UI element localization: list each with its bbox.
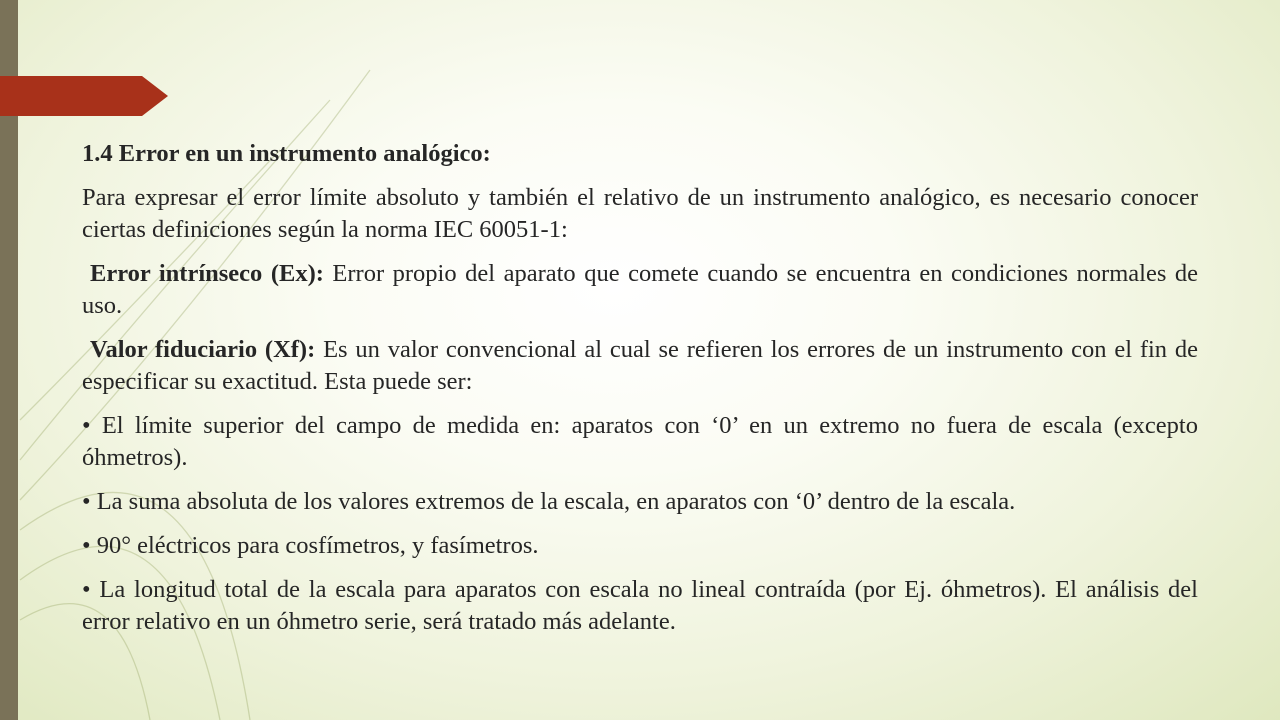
definition-term: Valor fiduciario (Xf): [90, 336, 316, 363]
bullet-item: • La longitud total de la escala para aparatos con escala no lineal contraída (por Ej. óhmetros). El análisis del error relativo en un óhmetro serie, será tratado más adelante. [82, 576, 1198, 635]
accent-arrow-tab [0, 76, 168, 116]
intro-paragraph: Para expresar el error límite absoluto y también el relativo de un instrumento analógico, es necesario conocer ciertas definiciones según la norma IEC 60051-1: [82, 184, 1198, 243]
definition-text: Es un valor convencional al cual se refieren los errores de un instrumento con el fin de especificar su exactitud. Esta puede ser: [82, 336, 1198, 395]
bullet-item: • 90° eléctricos para cosfímetros, y fasímetros. [82, 532, 539, 559]
definition-error-intrinseco [82, 258, 1198, 322]
slide-content [82, 138, 1198, 650]
definition-valor-fiduciario [82, 334, 1198, 398]
definition-term: Error intrínseco (Ex): [90, 260, 324, 287]
bullet-item: • La suma absoluta de los valores extremos de la escala, en aparatos con ‘0’ dentro de la escala. [82, 488, 1016, 515]
definition-text: Error propio del aparato que comete cuando se encuentra en condiciones normales de uso. [82, 260, 1199, 319]
slide-title: 1.4 Error en un instrumento analógico: [82, 140, 491, 167]
bullet-item: • El límite superior del campo de medida en: aparatos con ‘0’ en un extremo no fuera de escala (excepto óhmetros). [82, 412, 1198, 471]
